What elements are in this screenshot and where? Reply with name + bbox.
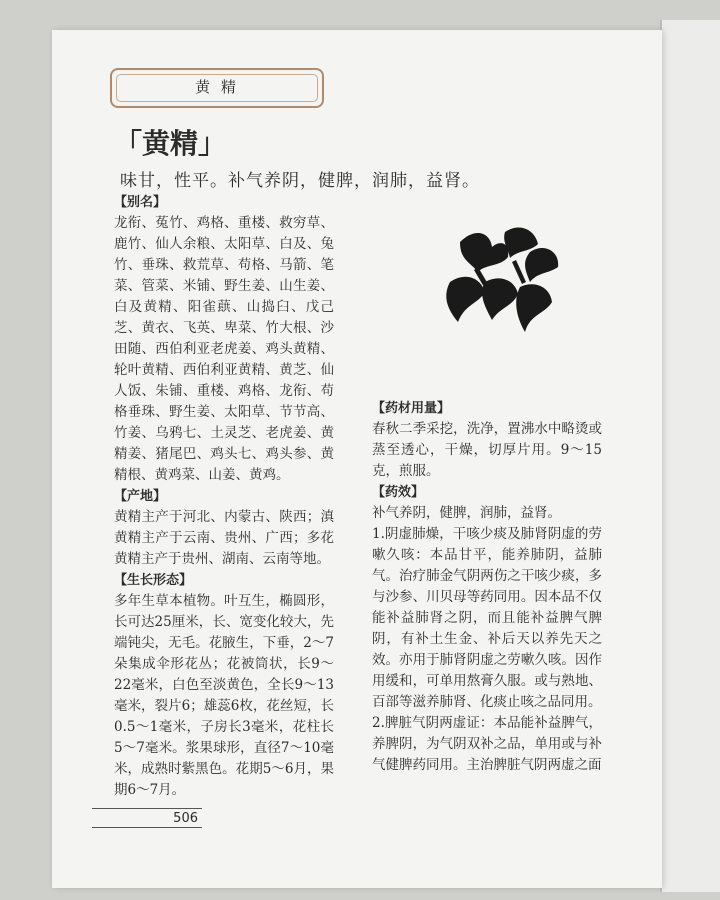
herb-root-illustration bbox=[430, 212, 580, 352]
page-title: 「黄精」 bbox=[114, 127, 227, 160]
effect-text-1: 补气养阴，健脾，润肺，益肾。 bbox=[372, 505, 561, 521]
growth-heading: 【生长形态】 bbox=[114, 573, 193, 588]
book-page bbox=[52, 30, 662, 888]
growth-text: 多年生草本植物。叶互生，椭圆形，长可达25厘米，长、宽变化较大，先端钝尖，无毛。花腋生，下垂，2～7朵集成伞形花丛；花被筒状，长9～22毫米，白色至淡黄色，全长9～13毫米，裂片6；雄蕊6枚，花丝短，长0.5～1毫米，子房长3毫米，花柱长5～7毫米。浆果球形，直径7～10毫米，成熟时紫黑色。花期5～6月，果期6～7月。 bbox=[114, 593, 334, 798]
aliases-heading: 【别名】 bbox=[114, 195, 167, 210]
effect-heading: 【药效】 bbox=[372, 485, 425, 500]
effect-text-3: 2.脾脏气阴两虚证：本品能补益脾气，养脾阴，为气阴双补之品，单用或与补气健脾药同用。主治脾脏气阴两虚之面 bbox=[372, 715, 602, 773]
origin-text: 黄精主产于河北、内蒙古、陕西；滇黄精主产于云南、贵州、广西；多花黄精主产于贵州、湖南、云南等地。 bbox=[114, 509, 334, 567]
right-column bbox=[372, 398, 662, 776]
usage-text: 春秋二季采挖，洗净，置沸水中略烫或蒸至透心，干燥，切厚片用。9～15克，煎服。 bbox=[372, 421, 602, 479]
aliases-text: 龙衔、菟竹、鸡格、重楼、救穷草、鹿竹、仙人余粮、太阳草、白及、兔竹、垂珠、救荒草、苟格、马箭、笔菜、管菜、米铺、野生姜、山生姜、白及黄精、阳雀蕻、山捣臼、戊己芝、黄衣、飞英、卑菜、竹大根、沙田随、西伯利亚老虎姜、鸡头黄精、轮叶黄精、西伯利亚黄精、黄芝、仙人饭、朱铺、重楼、鸡格、龙衔、苟格垂珠、野生姜、太阳草、节节高、竹姜、乌鸦七、土灵芝、老虎姜、黄精姜、猪尾巴、鸡头七、鸡头参、黄精根、黄鸡菜、山姜、黄鸡。 bbox=[114, 215, 334, 483]
effect-text-2: 1.阴虚肺燥，干咳少痰及肺肾阴虚的劳嗽久咳：本品甘平，能养肺阴，益肺气。治疗肺金气阴两伤之干咳少痰，多与沙参、川贝母等药同用。因本品不仅能补益肺肾之阴，而且能补益脾气脾阴，有补土生金、补后天以养先天之效。亦用于肺肾阴虚之劳嗽久咳。因作用缓和，可单用熬膏久服。或与熟地、百部等滋养肺肾、化痰止咳之品同用。 bbox=[372, 526, 602, 710]
summary-line: 味甘，性平。补气养阴，健脾，润肺，益肾。 bbox=[120, 171, 480, 191]
adjacent-page-edge bbox=[660, 20, 720, 892]
section-header-label: 黄 精 bbox=[195, 78, 239, 96]
usage-heading: 【药材用量】 bbox=[372, 401, 451, 416]
page-number: 506 bbox=[92, 808, 202, 828]
origin-heading: 【产地】 bbox=[114, 489, 167, 504]
left-column bbox=[114, 192, 404, 801]
section-header-frame bbox=[110, 68, 324, 108]
